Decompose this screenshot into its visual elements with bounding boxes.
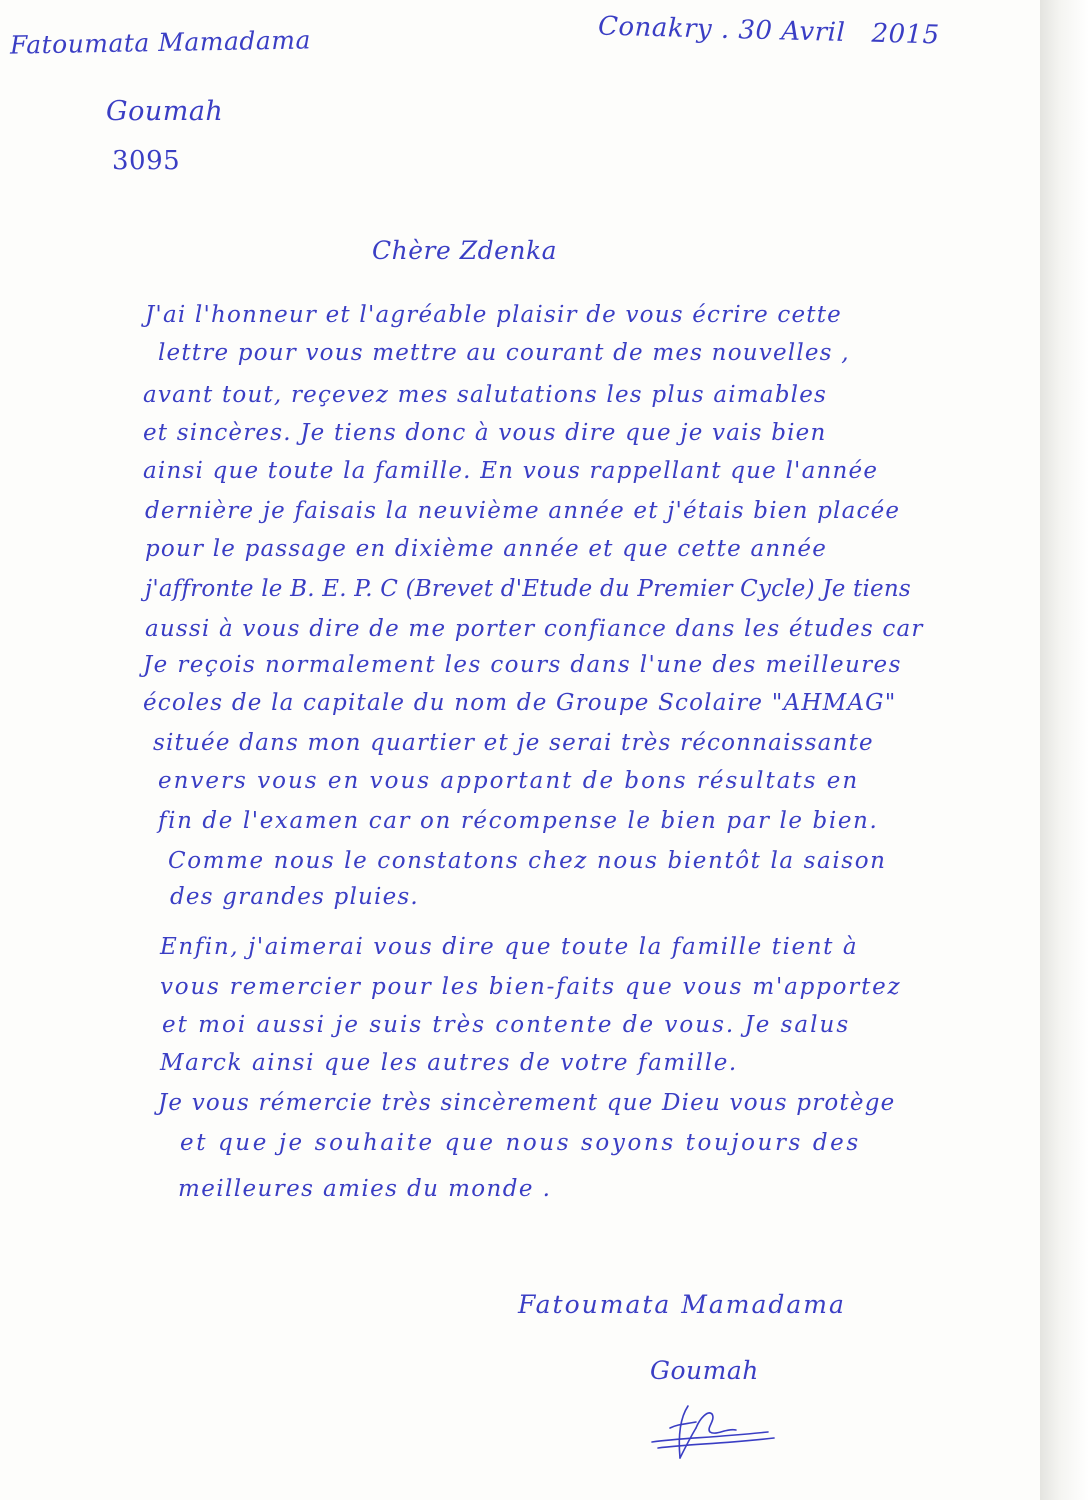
- place-date: Conakry . 30 Avril 2015: [597, 11, 941, 51]
- body-line: J'ai l'honneur et l'agréable plaisir de vous écrire cette: [145, 302, 842, 328]
- body-line: écoles de la capitale du nom de Groupe Scolaire "AHMAG": [143, 690, 897, 716]
- body-line: avant tout, reçevez mes salutations les plus aimables: [143, 382, 828, 408]
- handwritten-signature-icon: [650, 1398, 780, 1468]
- page-edge: [1040, 0, 1089, 1500]
- body-line: pour le passage en dixième année et que cette année: [145, 536, 828, 562]
- sender-surname: Goumah: [106, 96, 224, 127]
- body-line: Marck ainsi que les autres de votre famille.: [160, 1050, 738, 1076]
- sender-number: 3095: [112, 146, 181, 176]
- body-line: et que je souhaite que nous soyons toujours des: [180, 1130, 861, 1156]
- body-line: meilleures amies du monde .: [178, 1176, 552, 1202]
- body-line: fin de l'examen car on récompense le bien par le bien.: [158, 808, 879, 834]
- body-line: j'affronte le B. E. P. C (Brevet d'Etude du Premier Cycle) Je tiens: [145, 576, 911, 602]
- body-line: et moi aussi je suis très contente de vous. Je salus: [162, 1012, 851, 1038]
- body-line: vous remercier pour les bien-faits que vous m'apportez: [160, 974, 902, 1000]
- body-line: située dans mon quartier et je serai très réconnaissante: [153, 730, 874, 756]
- salutation: Chère Zdenka: [372, 236, 558, 265]
- body-line: Je vous rémercie très sincèrement que Dieu vous protège: [158, 1090, 896, 1116]
- body-line: Comme nous le constatons chez nous bientôt la saison: [168, 848, 887, 874]
- sender-name: Fatoumata Mamadama: [9, 25, 312, 60]
- body-line: aussi à vous dire de me porter confiance dans les études car: [145, 616, 924, 642]
- body-line: dernière je faisais la neuvième année et j'étais bien placée: [145, 498, 901, 524]
- body-line: lettre pour vous mettre au courant de mes nouvelles ,: [158, 340, 850, 366]
- body-line: Enfin, j'aimerai vous dire que toute la famille tient à: [160, 934, 859, 960]
- body-line: ainsi que toute la famille. En vous rappellant que l'année: [143, 458, 879, 484]
- signature-name: Fatoumata Mamadama: [518, 1290, 846, 1319]
- body-line: et sincères. Je tiens donc à vous dire que je vais bien: [143, 420, 827, 446]
- body-line: envers vous en vous apportant de bons résultats en: [158, 768, 860, 794]
- body-line: des grandes pluies.: [170, 884, 419, 910]
- signature-surname: Goumah: [650, 1356, 759, 1385]
- body-line: Je reçois normalement les cours dans l'une des meilleures: [143, 652, 902, 678]
